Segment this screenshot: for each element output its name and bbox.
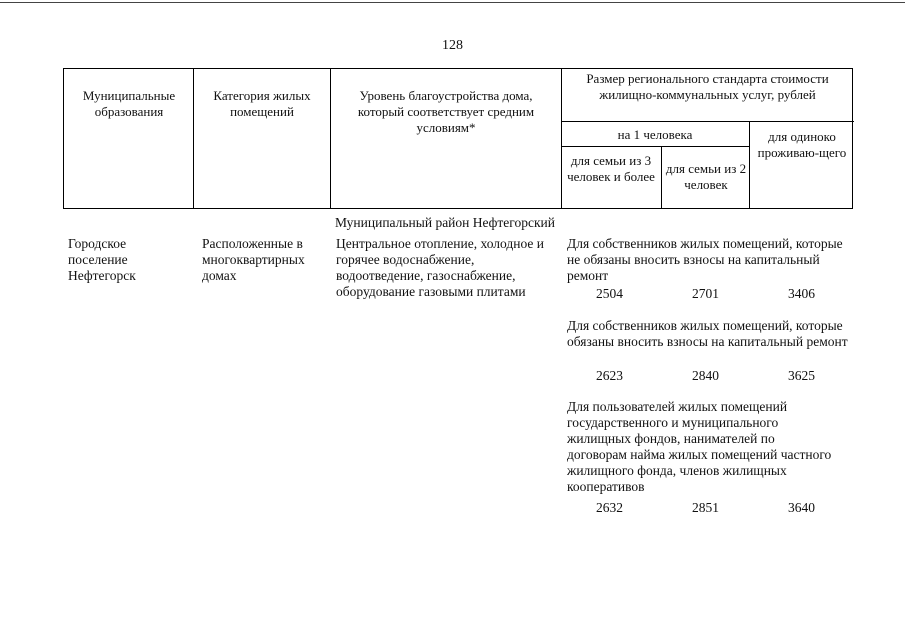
- col-divider: [661, 146, 662, 208]
- top-border-line: [0, 2, 905, 3]
- col-divider: [330, 69, 331, 208]
- value-family-3: 2504: [596, 286, 623, 301]
- group-values-1: [567, 286, 852, 304]
- value-single: 3406: [788, 286, 815, 301]
- header-municipalities: Муниципальные образования: [82, 88, 176, 119]
- header-standard-size: Размер регионального стандарта стоимости жилищно-коммунальных услуг, рублей: [586, 71, 829, 102]
- header-category: Категория жилых помещений: [213, 88, 311, 119]
- value-family-2: 2851: [692, 500, 719, 515]
- group-values-3: [567, 500, 852, 518]
- housing-category: Расположенные в многоквартирных домах: [202, 236, 305, 283]
- col-divider: [561, 69, 562, 208]
- page-number: 128: [442, 38, 463, 53]
- header-amenities: Уровень благоустройства дома, который соответствует средним условиям*: [357, 88, 535, 135]
- value-family-2: 2840: [692, 368, 719, 383]
- header-per-person: на 1 человека: [617, 127, 693, 142]
- table-header: [63, 68, 853, 209]
- header-family-3: для семьи из 3 человек и более: [567, 153, 655, 184]
- group-label-3: Для пользователей жилых помещений государственного и муниципального жилищных фондов, нанимателей по договорам найма жилых помещений частного жилищного фонда, членов жилищных кооперативов: [567, 399, 832, 494]
- value-family-3: 2632: [596, 500, 623, 515]
- row-divider: [561, 146, 749, 147]
- group-label-1: Для собственников жилых помещений, которые не обязаны вносить взносы на капитальный ремонт: [567, 236, 843, 283]
- group-values-2: [567, 368, 852, 386]
- group-label-2: Для собственников жилых помещений, которые обязаны вносить взносы на капитальный ремонт: [567, 318, 848, 349]
- value-single: 3625: [788, 368, 815, 383]
- col-divider: [193, 69, 194, 208]
- header-single: для одиноко проживаю-щего: [757, 129, 847, 160]
- district-title: Муниципальный район Нефтегорский: [335, 215, 556, 230]
- value-family-3: 2623: [596, 368, 623, 383]
- amenities-level: Центральное отопление, холодное и горячее водоснабжение, водоотведение, газоснабжение, оборудование газовыми плитами: [336, 236, 544, 299]
- value-family-2: 2701: [692, 286, 719, 301]
- value-single: 3640: [788, 500, 815, 515]
- row-divider: [561, 121, 854, 122]
- municipality-name: Городское поселение Нефтегорск: [68, 236, 136, 283]
- header-family-2: для семьи из 2 человек: [665, 161, 747, 192]
- col-divider: [749, 121, 750, 208]
